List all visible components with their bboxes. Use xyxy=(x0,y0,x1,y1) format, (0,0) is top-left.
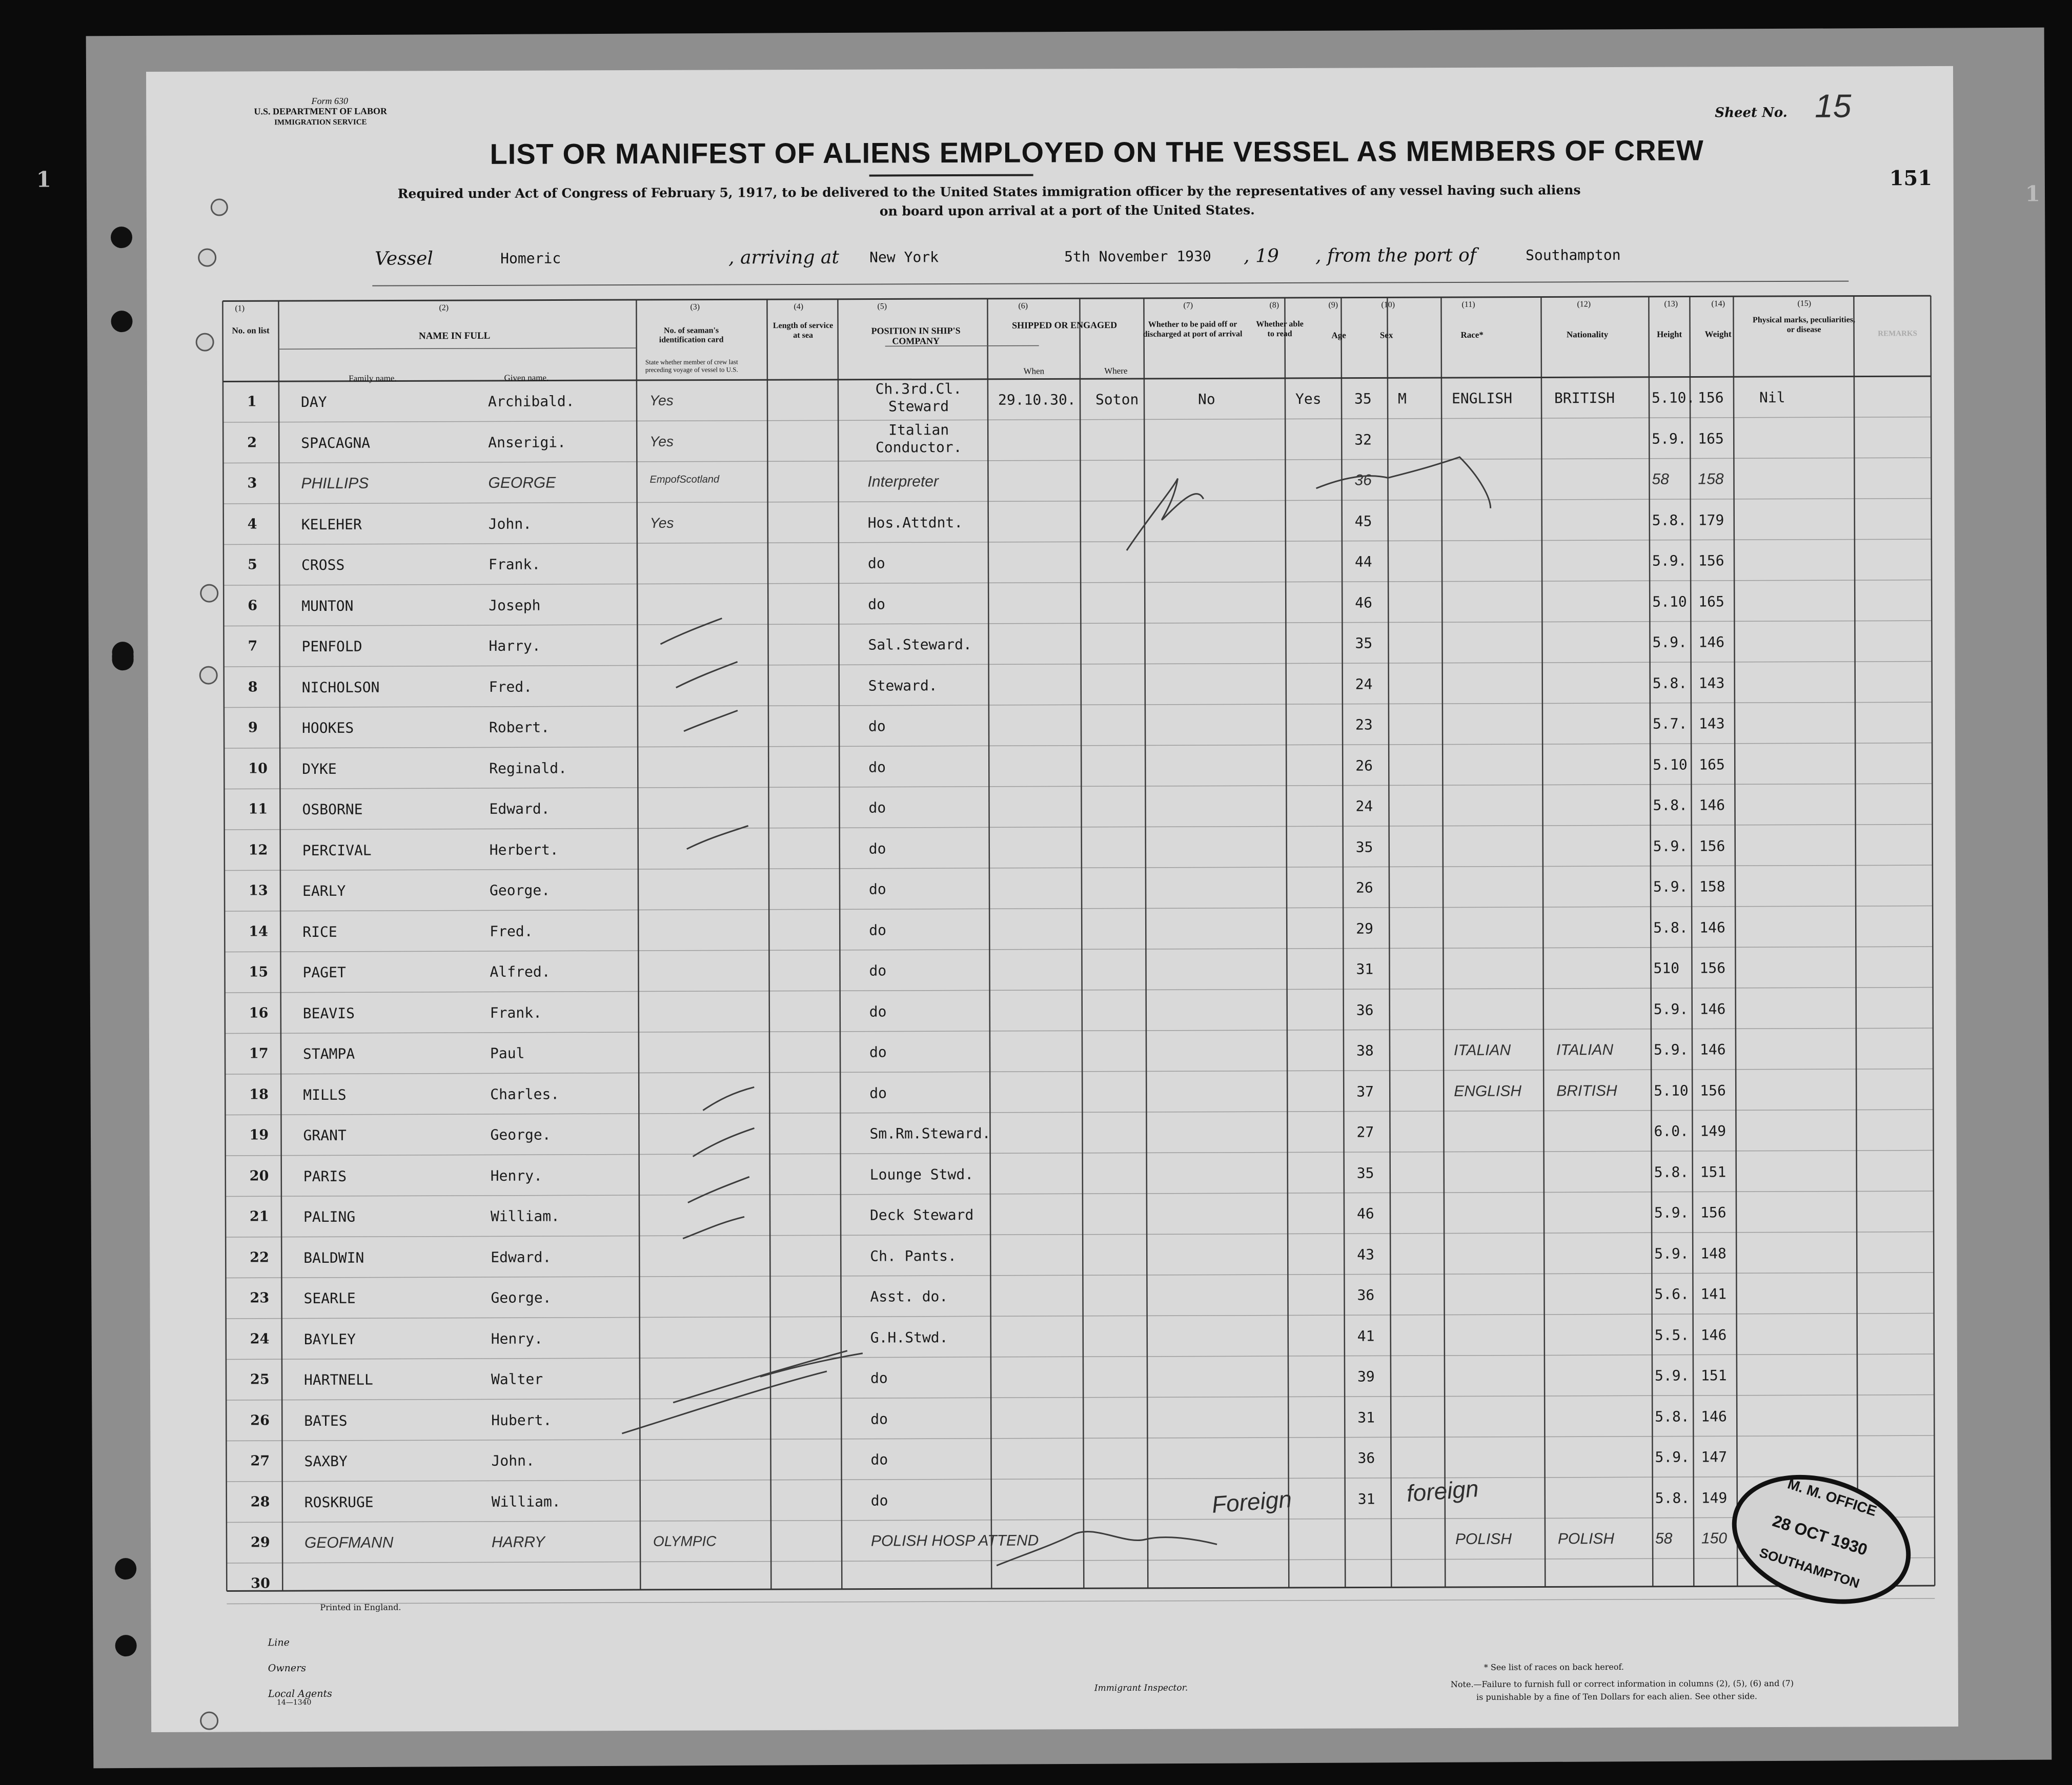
height: 6.0. xyxy=(1654,1122,1689,1140)
height: 510 xyxy=(1653,959,1680,977)
subheader-given: Given name. xyxy=(504,373,549,383)
colnum-15: (15) xyxy=(1797,299,1812,308)
row-number: 13 xyxy=(248,883,268,899)
given-name: William. xyxy=(491,1492,561,1510)
position: do xyxy=(869,1002,887,1020)
family-name: PHILLIPS xyxy=(301,475,369,493)
age: 29 xyxy=(1356,919,1374,937)
given-name: Fred. xyxy=(489,678,533,695)
race: POLISH xyxy=(1455,1530,1512,1548)
given-name: Alfred. xyxy=(490,963,551,980)
family-name: DAY xyxy=(300,393,327,411)
position: Steward. xyxy=(868,676,938,694)
weight: 165 xyxy=(1698,429,1724,447)
weight: 156 xyxy=(1699,837,1725,854)
row-number: 15 xyxy=(249,964,269,980)
row-number: 1 xyxy=(247,394,257,410)
header-weight: Weight xyxy=(1704,329,1732,339)
colnum-11: (11) xyxy=(1461,300,1475,309)
row-number: 22 xyxy=(250,1249,269,1265)
manifest-sheet xyxy=(36,66,2041,1732)
row-number: 14 xyxy=(249,923,268,939)
age: 35 xyxy=(1355,838,1373,856)
height: 5.8. xyxy=(1655,1408,1690,1425)
family-name: OSBORNE xyxy=(302,801,363,818)
family-name: MILLS xyxy=(303,1086,347,1103)
row-number: 21 xyxy=(249,1208,269,1225)
age: 39 xyxy=(1357,1368,1375,1385)
row-number: 23 xyxy=(250,1290,270,1306)
given-name: HARRY xyxy=(491,1533,545,1551)
card-info: OLYMPIC xyxy=(653,1533,717,1549)
height: 58 xyxy=(1655,1530,1673,1547)
subheader-where: Where xyxy=(1104,365,1128,376)
row-number: 19 xyxy=(249,1127,269,1143)
row-number: 9 xyxy=(248,720,258,736)
position: do xyxy=(869,921,887,939)
height: 5.9. xyxy=(1653,1000,1689,1018)
age: 35 xyxy=(1354,390,1372,407)
paid-off: No xyxy=(1197,391,1215,408)
position: do xyxy=(868,880,886,898)
row-number: 27 xyxy=(250,1453,270,1469)
weight: 156 xyxy=(1700,1081,1726,1099)
age: 45 xyxy=(1354,512,1372,530)
given-name: Walter xyxy=(491,1370,543,1388)
height: 5.8. xyxy=(1653,796,1688,814)
weight: 146 xyxy=(1698,633,1725,651)
handwritten-marks xyxy=(146,66,1958,1732)
row-number: 2 xyxy=(247,434,257,450)
annotation-foreign: foreign xyxy=(1406,1475,1480,1507)
row-number: 11 xyxy=(248,801,268,817)
colnum-6: (6) xyxy=(1018,301,1028,311)
age: 26 xyxy=(1355,879,1373,896)
height: 5.8. xyxy=(1654,1163,1689,1181)
position: Ch. Pants. xyxy=(870,1247,957,1265)
weight: 148 xyxy=(1700,1244,1726,1262)
position: do xyxy=(870,1451,888,1468)
weight: 147 xyxy=(1701,1448,1728,1466)
given-name: Edward. xyxy=(491,1248,552,1266)
age: 36 xyxy=(1357,1449,1375,1467)
position: Asst. do. xyxy=(870,1288,948,1305)
height: 5.9. xyxy=(1652,430,1687,447)
race: ENGLISH xyxy=(1454,1082,1522,1100)
annotation-foreign: Foreign xyxy=(1211,1485,1293,1518)
department: U.S. DEPARTMENT OF LABOR xyxy=(254,106,388,117)
given-name: GEORGE xyxy=(488,474,556,491)
weight: 143 xyxy=(1698,674,1725,691)
colnum-13: (13) xyxy=(1664,299,1678,309)
position: do xyxy=(868,839,886,857)
subtitle-line-1: Required under Act of Congress of February 5, 1917, to be delivered to the United States immigration officer by the representatives of any vessel having such aliens xyxy=(397,182,1581,201)
row-number: 7 xyxy=(248,638,258,654)
given-name: John. xyxy=(488,515,532,532)
height: 5.8. xyxy=(1655,1489,1690,1507)
header-nationality: Nationality xyxy=(1566,330,1609,340)
age: 38 xyxy=(1356,1042,1374,1059)
height: 5.9. xyxy=(1652,552,1687,569)
header-no-on-list: No. on list xyxy=(232,325,270,336)
sheet-label: Sheet No. xyxy=(1715,105,1787,121)
given-name: Herbert. xyxy=(489,840,559,858)
subheader-when: When xyxy=(1023,366,1045,376)
footer-inspector: Immigrant Inspector. xyxy=(1094,1683,1188,1694)
family-name: KELEHER xyxy=(301,516,362,533)
page-title: LIST OR MANIFEST OF ALIENS EMPLOYED ON THE VESSEL AS MEMBERS OF CREW xyxy=(490,134,1704,170)
colnum-8: (8) xyxy=(1269,301,1279,310)
position: do xyxy=(869,1043,887,1061)
footer-races-note: * See list of races on back hereof. xyxy=(1484,1661,1624,1672)
left-edge-number: 1 xyxy=(36,167,51,192)
family-name: BEAVIS xyxy=(302,1004,355,1022)
age: 31 xyxy=(1357,1408,1375,1426)
weight: 179 xyxy=(1698,511,1724,528)
given-name: George. xyxy=(491,1289,552,1306)
age: 36 xyxy=(1354,471,1372,489)
page-number: 151 xyxy=(1889,166,1933,191)
weight: 156 xyxy=(1699,959,1726,977)
colnum-12: (12) xyxy=(1577,300,1591,309)
family-name: STAMPA xyxy=(302,1045,355,1063)
height: 5.9. xyxy=(1652,633,1688,651)
given-name: Anserigi. xyxy=(488,433,566,451)
header-card: No. of seaman's identification card xyxy=(659,326,724,344)
punch-hole xyxy=(111,311,132,332)
position: Sal.Steward. xyxy=(868,635,972,653)
sheet-number: 15 xyxy=(1815,87,1852,125)
height: 5.8. xyxy=(1652,511,1687,529)
height: 58 xyxy=(1652,470,1669,488)
row-number: 17 xyxy=(249,1045,269,1062)
family-name: PAGET xyxy=(302,963,346,981)
family-name: MUNTON xyxy=(301,597,354,614)
weight: 149 xyxy=(1700,1122,1726,1140)
family-name: HOOKES xyxy=(301,719,354,737)
age: 36 xyxy=(1357,1286,1375,1304)
nationality: ITALIAN xyxy=(1556,1041,1614,1059)
subtitle-line-2: on board upon arrival at a port of the United States. xyxy=(879,202,1255,219)
height: 5.8. xyxy=(1653,919,1688,936)
from-port: Southampton xyxy=(1526,246,1621,264)
height: 5.10 xyxy=(1654,1082,1689,1099)
colnum-14: (14) xyxy=(1711,299,1725,309)
card-info: Yes xyxy=(649,433,674,449)
position: Lounge Stwd. xyxy=(869,1165,974,1183)
given-name: Harry. xyxy=(489,637,541,654)
punch-hole xyxy=(112,646,134,667)
footer-note-1: Note.—Failure to furnish full or correct information in columns (2), (5), (6) and (7) xyxy=(1450,1678,1794,1690)
family-name: CROSS xyxy=(301,556,345,574)
position: Italian Conductor. xyxy=(875,421,962,456)
given-name: Reginald. xyxy=(489,759,567,777)
given-name: Joseph xyxy=(489,597,541,614)
nationality: BRITISH xyxy=(1554,389,1615,407)
family-name: BATES xyxy=(304,1412,348,1429)
right-edge-number: 1 xyxy=(2025,181,2041,207)
age: 37 xyxy=(1356,1082,1374,1100)
header-shipped: SHIPPED OR ENGAGED xyxy=(1012,320,1118,331)
family-name: PERCIVAL xyxy=(302,842,372,859)
stamp-bottom-text: SOUTHAMPTON xyxy=(1757,1544,1862,1591)
given-name: George. xyxy=(489,881,551,899)
row-number: 3 xyxy=(247,475,257,491)
shipped-where: Soton xyxy=(1095,391,1139,408)
row-number: 16 xyxy=(249,1004,269,1021)
position: G.H.Stwd. xyxy=(870,1328,948,1346)
weight: 158 xyxy=(1698,470,1724,488)
header-paid-off: Whether to be paid off or discharged at port of arrival xyxy=(1143,320,1243,339)
row-number: 4 xyxy=(247,516,257,532)
weight: 149 xyxy=(1701,1489,1728,1506)
weight: 158 xyxy=(1699,878,1725,895)
family-name: EARLY xyxy=(302,882,346,900)
header-able-to-read: Whether able to read xyxy=(1256,319,1304,339)
position: do xyxy=(868,595,886,613)
row-number: 5 xyxy=(247,557,257,573)
age: 26 xyxy=(1355,756,1373,774)
weight: 146 xyxy=(1700,1326,1727,1343)
given-name: George. xyxy=(490,1126,551,1143)
weight: 165 xyxy=(1698,592,1724,610)
family-name: RICE xyxy=(302,923,337,940)
shipped-when: 29.10.30. xyxy=(998,391,1076,408)
position: do xyxy=(870,1369,888,1387)
age: 43 xyxy=(1357,1245,1375,1263)
nationality: POLISH xyxy=(1557,1530,1615,1548)
weight: 146 xyxy=(1701,1407,1727,1425)
weight: 151 xyxy=(1700,1163,1726,1180)
header-age: Age xyxy=(1331,330,1346,340)
family-name: BALDWIN xyxy=(303,1249,364,1266)
colnum-3: (3) xyxy=(690,302,700,312)
age: 44 xyxy=(1354,553,1372,570)
position: Ch.3rd.Cl. Steward xyxy=(875,380,962,415)
age: 46 xyxy=(1356,1205,1374,1222)
height: 5.8. xyxy=(1652,674,1688,692)
header-sex: Sex xyxy=(1379,330,1393,340)
footer-local-agents: Local Agents xyxy=(268,1688,332,1700)
footer-form-code: 14—1340 xyxy=(276,1698,312,1707)
row-number: 29 xyxy=(250,1534,270,1551)
height: 5.9. xyxy=(1653,1041,1689,1058)
family-name: NICHOLSON xyxy=(301,679,380,696)
weight: 146 xyxy=(1699,1000,1726,1017)
height: 5.5. xyxy=(1654,1326,1690,1344)
race: ENGLISH xyxy=(1451,389,1513,407)
colnum-9: (9) xyxy=(1328,300,1338,310)
height: 5.9. xyxy=(1654,1367,1690,1384)
given-name: Paul xyxy=(490,1044,525,1062)
height: 5.9. xyxy=(1654,1245,1689,1262)
colnum-1: (1) xyxy=(235,304,245,313)
given-name: Robert. xyxy=(489,719,550,736)
given-name: Frank. xyxy=(490,1004,542,1021)
row-number: 8 xyxy=(248,679,258,695)
race: ITALIAN xyxy=(1453,1041,1511,1059)
row-number: 20 xyxy=(249,1167,269,1184)
arrival-port: New York xyxy=(869,249,939,266)
vessel-name: Homeric xyxy=(500,250,561,267)
weight: 146 xyxy=(1699,918,1725,936)
position: do xyxy=(868,799,886,816)
position: Hos.Attdnt. xyxy=(867,514,963,531)
footer-line: Line xyxy=(268,1637,290,1649)
punch-hole xyxy=(115,1558,136,1579)
position: POLISH HOSP ATTEND xyxy=(870,1532,1039,1550)
position: do xyxy=(869,962,887,979)
stamp-date: 28 OCT 1930 xyxy=(1770,1511,1870,1560)
given-name: Fred. xyxy=(490,922,533,940)
row-number: 24 xyxy=(250,1330,270,1347)
year-label: , 19 xyxy=(1244,245,1279,267)
row-number: 12 xyxy=(248,842,268,858)
given-name: Edward. xyxy=(489,800,550,817)
arrival-date: 5th November 1930 xyxy=(1064,248,1211,265)
nationality: BRITISH xyxy=(1556,1082,1617,1099)
family-name: HARTNELL xyxy=(303,1371,373,1389)
weight: 146 xyxy=(1699,796,1725,814)
position: do xyxy=(870,1410,888,1428)
punch-hole xyxy=(115,1635,137,1656)
position: do xyxy=(870,1491,888,1509)
header-race: Race* xyxy=(1460,330,1484,340)
physical-marks: Nil xyxy=(1759,388,1785,406)
card-info: EmpofScotland xyxy=(649,474,720,485)
able-to-read: Yes xyxy=(1295,390,1322,407)
given-name: Henry. xyxy=(490,1167,542,1184)
position: Deck Steward xyxy=(869,1206,974,1224)
age: 24 xyxy=(1355,675,1373,693)
printed-in-england: Printed in England. xyxy=(320,1602,401,1612)
family-name: ROSKRUGE xyxy=(304,1493,374,1511)
sex: M xyxy=(1397,390,1407,407)
age: 23 xyxy=(1355,716,1373,733)
weight: 141 xyxy=(1700,1285,1727,1303)
age: 41 xyxy=(1357,1327,1375,1345)
given-name: William. xyxy=(490,1207,560,1225)
arriving-label: , arriving at xyxy=(728,247,839,269)
subheader-family: Family name. xyxy=(349,373,397,383)
row-number: 28 xyxy=(250,1493,270,1510)
height: 5.10 xyxy=(1652,593,1687,610)
footer-owners: Owners xyxy=(268,1663,306,1674)
header-length-of-service: Length of service at sea xyxy=(773,321,834,340)
position: do xyxy=(868,758,886,776)
weight: 150 xyxy=(1701,1530,1728,1547)
weight: 146 xyxy=(1699,1041,1726,1058)
subheader-card-note: State whether member of crew last preceding voyage of vessel to U.S. xyxy=(645,358,738,374)
weight: 165 xyxy=(1699,755,1725,773)
position: do xyxy=(868,717,886,735)
given-name: Frank. xyxy=(488,556,541,573)
header-physical-marks: Physical marks, peculiarities, or disease xyxy=(1753,315,1856,334)
given-name: John. xyxy=(491,1452,535,1469)
vessel-label: Vessel xyxy=(375,248,433,270)
punch-hole xyxy=(111,227,132,248)
weight: 156 xyxy=(1697,389,1724,406)
colnum-7: (7) xyxy=(1183,301,1193,310)
family-name: SPACAGNA xyxy=(301,434,371,452)
colnum-2: (2) xyxy=(439,303,449,313)
position: Interpreter xyxy=(867,473,939,490)
age: 27 xyxy=(1356,1123,1374,1141)
position: do xyxy=(867,555,885,572)
given-name: Henry. xyxy=(491,1330,543,1347)
form-number: Form 630 xyxy=(311,95,348,106)
height: 5.9. xyxy=(1654,1204,1689,1221)
header-remarks: REMARKS xyxy=(1878,330,1917,338)
card-info: Yes xyxy=(649,515,674,531)
stamp-top-text: M. M. OFFICE xyxy=(1785,1475,1879,1520)
age: 35 xyxy=(1356,1164,1374,1182)
family-name: SAXBY xyxy=(304,1452,348,1470)
weight: 156 xyxy=(1698,552,1724,569)
position: do xyxy=(869,1084,887,1102)
weight: 156 xyxy=(1700,1204,1726,1221)
row-number: 25 xyxy=(250,1371,270,1388)
family-name: SEARLE xyxy=(303,1289,356,1307)
header-name-in-full: NAME IN FULL xyxy=(418,330,491,342)
age: 46 xyxy=(1355,593,1373,611)
service: IMMIGRATION SERVICE xyxy=(274,118,367,127)
family-name: GRANT xyxy=(303,1126,347,1144)
height: 5.9. xyxy=(1653,878,1688,895)
age: 32 xyxy=(1354,430,1372,448)
given-name: Hubert. xyxy=(491,1411,552,1429)
row-number: 18 xyxy=(249,1086,269,1102)
given-name: Charles. xyxy=(490,1085,560,1103)
age: 36 xyxy=(1356,1001,1374,1019)
colnum-10: (10) xyxy=(1381,300,1395,310)
height: 5.7. xyxy=(1652,715,1688,732)
family-name: BAYLEY xyxy=(303,1330,356,1348)
row-number: 6 xyxy=(248,597,258,613)
given-name: Archibald. xyxy=(487,393,575,410)
row-number: 10 xyxy=(248,760,268,776)
weight: 143 xyxy=(1698,715,1725,732)
row-number: 30 xyxy=(251,1575,270,1591)
card-info: Yes xyxy=(649,392,674,408)
age: 31 xyxy=(1356,960,1374,978)
age: 35 xyxy=(1355,634,1373,652)
header-position: POSITION IN SHIP'S COMPANY xyxy=(871,325,961,346)
height: 5.9. xyxy=(1655,1448,1690,1466)
row-number: 26 xyxy=(250,1412,270,1428)
weight: 151 xyxy=(1700,1367,1727,1384)
family-name: PALING xyxy=(303,1208,356,1226)
family-name: DYKE xyxy=(302,760,337,777)
height: 5.10. xyxy=(1651,389,1695,406)
colnum-4: (4) xyxy=(794,302,804,312)
height: 5.10 xyxy=(1653,756,1688,773)
footer-note-2: is punishable by a fine of Ten Dollars for each alien. See other side. xyxy=(1476,1691,1758,1702)
family-name: GEOFMANN xyxy=(304,1534,394,1552)
family-name: PENFOLD xyxy=(301,638,362,655)
position: Sm.Rm.Steward. xyxy=(869,1124,991,1142)
from-port-label: , from the port of xyxy=(1315,244,1477,266)
header-height: Height xyxy=(1657,329,1682,339)
age: 24 xyxy=(1355,797,1373,815)
height: 5.9. xyxy=(1653,837,1688,855)
height: 5.6. xyxy=(1654,1285,1689,1303)
family-name: PARIS xyxy=(303,1167,347,1185)
colnum-5: (5) xyxy=(877,302,887,311)
age: 31 xyxy=(1357,1490,1375,1508)
